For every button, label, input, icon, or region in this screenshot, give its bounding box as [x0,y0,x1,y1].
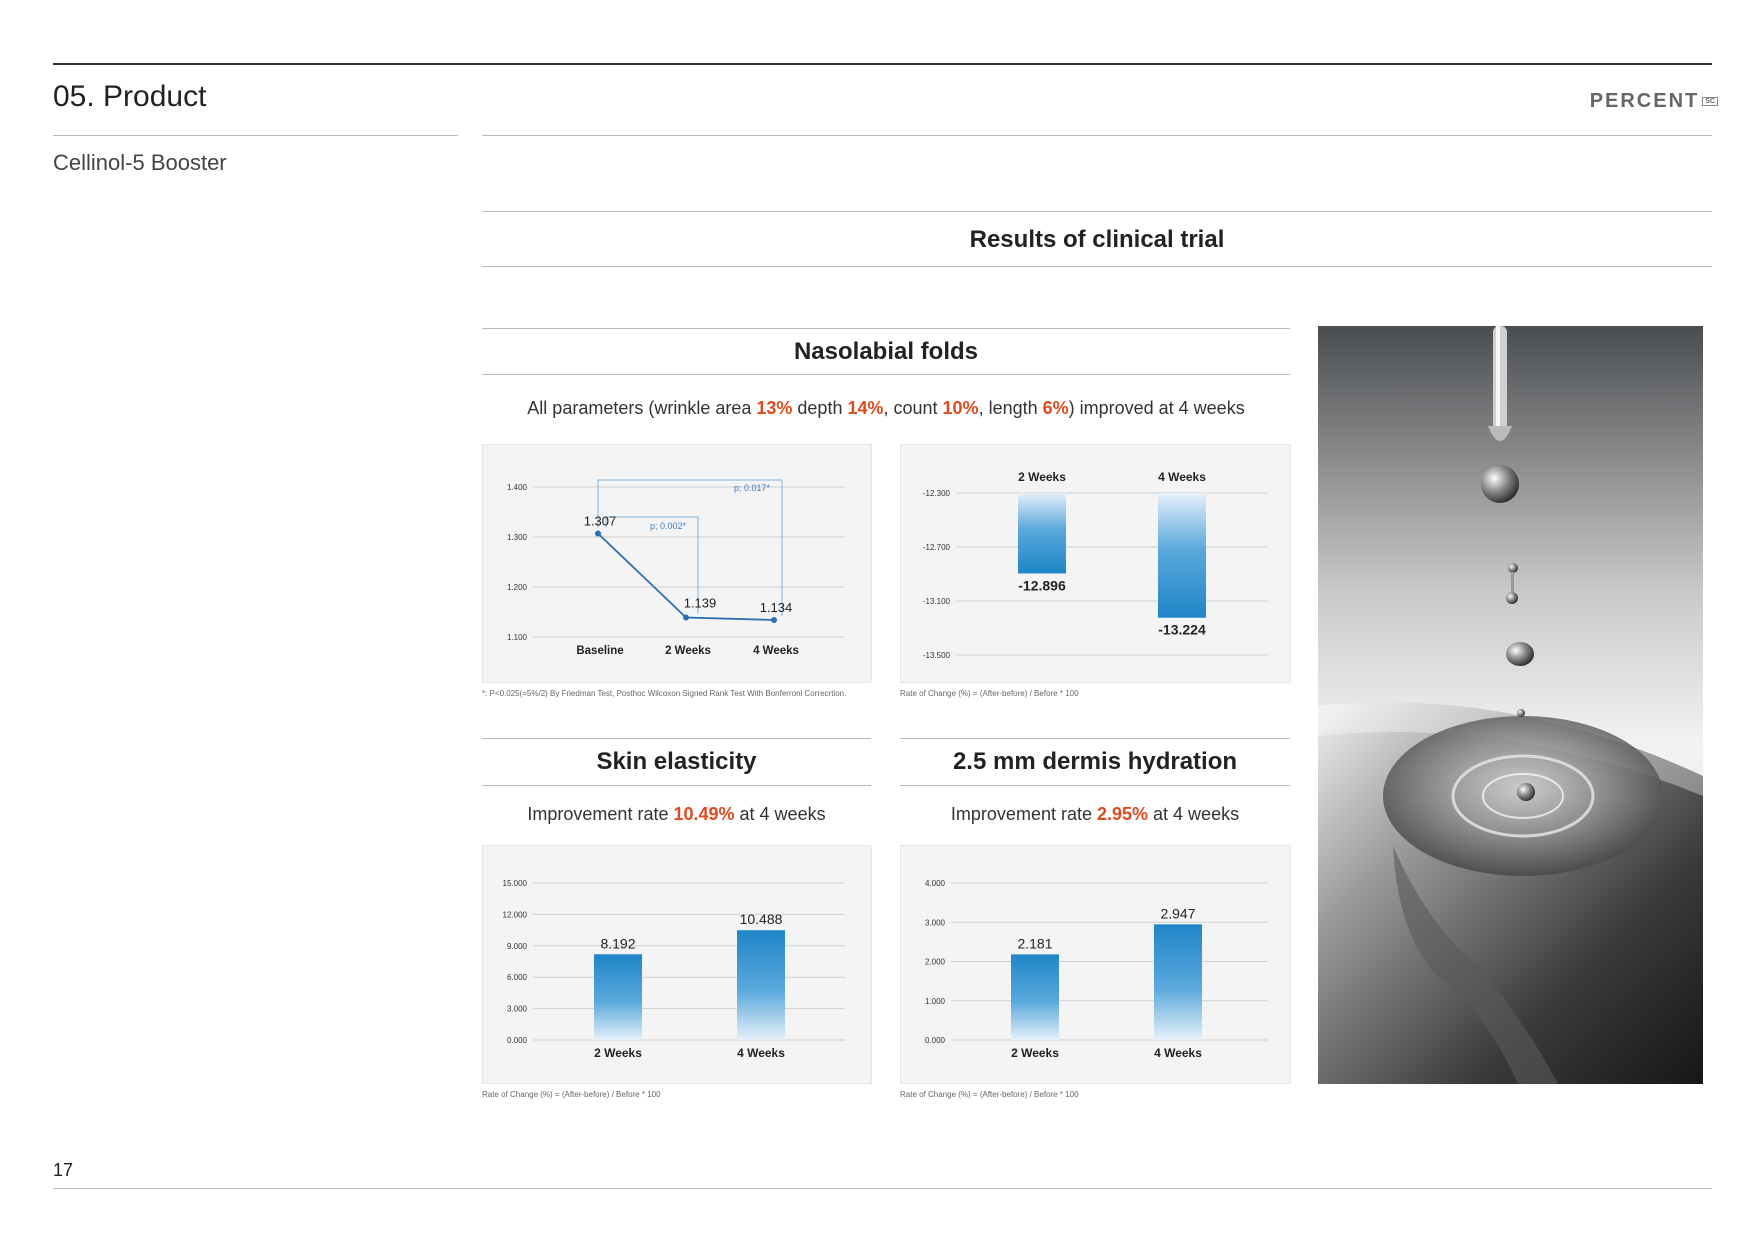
nasolabial-rule-top [482,328,1290,329]
y-tick-label: 0.000 [924,1036,945,1045]
data-label: 1.134 [759,600,793,615]
hydration-rule-top [900,738,1290,739]
section-title: 05. Product [53,80,207,113]
data-label: 10.488 [739,911,783,928]
product-subtitle: Cellinol-5 Booster [53,150,227,175]
y-tick-label: 4.000 [924,879,945,888]
summary-highlight: 6% [1042,398,1069,418]
elasticity-title: Skin elasticity [596,748,757,775]
y-tick-label: -12.300 [922,489,950,498]
p-value-annotation: p; 0.002* [649,521,687,531]
brand-badge: SC [1702,97,1718,106]
summary-text: at 4 weeks [1148,804,1240,824]
summary-text: , length [978,398,1043,418]
summary-highlight: 2.95% [1096,804,1149,824]
right-header-rule [482,135,1712,136]
bar [1158,493,1206,618]
x-tick-label: 2 Weeks [594,1046,642,1060]
y-tick-label: -13.500 [922,651,950,660]
nasolabial-footnote-right: Rate of Change (%) = (After-before) / Before * 100 [900,689,1079,698]
chart-0-svg [483,445,871,682]
bar [1011,954,1059,1040]
hydration-title: 2.5 mm dermis hydration [952,748,1238,775]
y-tick-label: -12.700 [922,543,950,552]
bar [737,930,785,1040]
summary-text: at 4 weeks [734,804,826,824]
hydration-footnote: Rate of Change (%) = (After-before) / Before * 100 [900,1090,1079,1099]
nasolabial-line-chart [482,444,872,683]
top-rule [53,63,1712,65]
y-tick-label: 1.400 [506,483,527,492]
brand-logo [1590,90,1718,113]
x-tick-label: 2 Weeks [1018,470,1066,484]
x-tick-label: 2 Weeks [1011,1046,1059,1060]
data-label: 2.181 [1017,935,1053,952]
data-point [683,615,689,621]
page-number: 17 [53,1160,74,1180]
chart-2-svg [483,846,871,1083]
left-header-rule [53,135,458,136]
elasticity-bar-chart [482,845,872,1084]
y-tick-label: 12.000 [502,910,527,920]
elasticity-rule-bottom [482,785,871,786]
product-droplet-photo [1318,326,1703,1084]
elasticity-summary [482,804,871,825]
bar [1154,924,1202,1040]
elasticity-rule-top [482,738,871,739]
chart-1-svg [901,445,1290,682]
data-point [595,531,601,537]
y-tick-label: 3.000 [924,918,945,928]
summary-text: depth [792,398,848,418]
nasolabial-summary [482,398,1290,419]
footer-rule [53,1188,1712,1189]
nasolabial-rule-bottom [482,374,1290,375]
summary-text: , count [883,398,943,418]
hydration-summary [900,804,1290,825]
bar [594,954,642,1040]
data-label: -13.224 [1158,621,1206,638]
x-tick-label: 4 Weeks [753,645,799,657]
heading-rule-bottom [482,266,1712,267]
y-tick-label: 6.000 [506,973,527,983]
y-tick-label: 1.000 [924,996,945,1006]
chart-3-svg [901,846,1290,1083]
summary-text: Improvement rate [527,804,674,824]
y-tick-label: 1.200 [506,583,527,592]
p-value-annotation: p; 0.017* [733,483,771,493]
y-tick-label: 0.000 [506,1036,527,1045]
x-tick-label: Baseline [576,645,624,657]
summary-text: ) improved at 4 weeks [1068,398,1245,418]
summary-highlight: 10.49% [673,804,735,824]
x-tick-label: 4 Weeks [1158,470,1206,484]
y-tick-label: 1.300 [506,533,527,542]
y-tick-label: 3.000 [506,1004,527,1014]
nasolabial-bar-chart [900,444,1291,683]
x-tick-label: 4 Weeks [1154,1046,1202,1060]
data-label: 8.192 [600,935,636,952]
y-tick-label: 9.000 [506,941,527,951]
data-label: 2.947 [1160,905,1196,922]
hydration-bar-chart [900,845,1291,1084]
elasticity-footnote: Rate of Change (%) = (After-before) / Before * 100 [482,1090,661,1099]
bar [1018,493,1066,573]
data-label: 1.139 [683,595,717,611]
summary-highlight: 10% [942,398,979,418]
data-point [771,617,777,623]
summary-highlight: 14% [847,398,884,418]
hydration-rule-bottom [900,785,1290,786]
main-heading: Results of clinical trial [969,226,1225,253]
x-tick-label: 2 Weeks [665,645,711,657]
nasolabial-title: Nasolabial folds [793,338,979,365]
x-tick-label: 4 Weeks [737,1046,785,1060]
heading-rule-top [482,211,1712,212]
y-tick-label: -13.100 [922,597,950,606]
y-tick-label: 1.100 [506,633,527,642]
brand-name: PERCENT [1589,90,1700,112]
summary-highlight: 13% [756,398,793,418]
nasolabial-footnote-left: *: P<0.025(=5%/2) By Friedman Test, Posthoc Wilcoxon Signed Rank Test With Bonferroni Correcrtion. [482,689,847,698]
y-tick-label: 15.000 [502,879,527,888]
droplet-illustration [1318,326,1703,1084]
y-tick-label: 2.000 [924,957,945,967]
data-label: -12.896 [1018,577,1066,594]
data-label: 1.307 [583,513,617,529]
summary-text: Improvement rate [950,804,1097,824]
summary-text: All parameters (wrinkle area [527,398,757,418]
